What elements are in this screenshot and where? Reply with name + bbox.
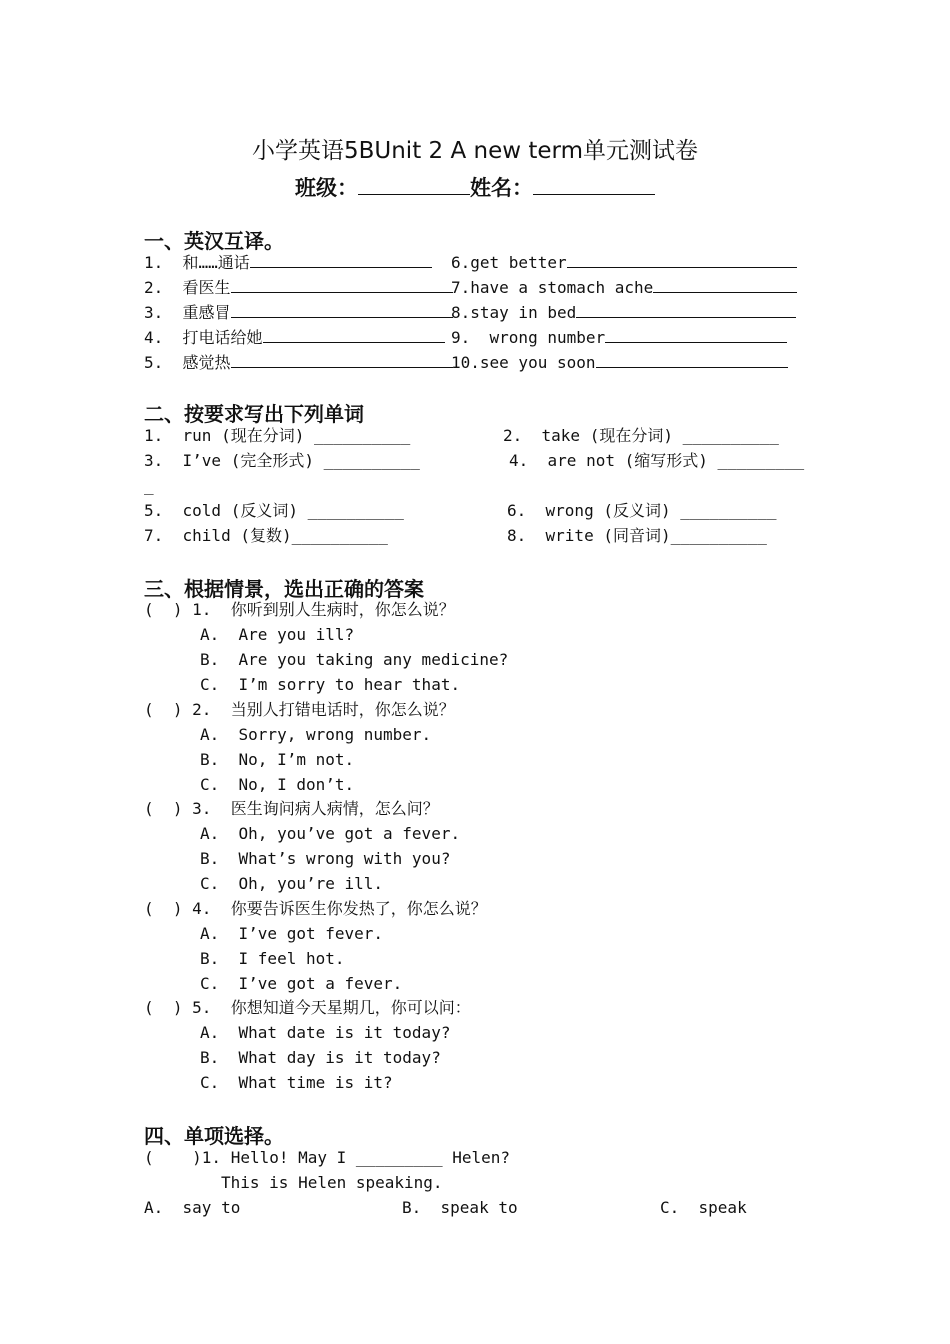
choice-option-c: C. speak [660, 1198, 747, 1217]
option-2a: A. Sorry, wrong number. [200, 725, 432, 744]
choice-option-a: A. say to [144, 1198, 241, 1217]
option-3b: B. What’s wrong with you? [200, 849, 451, 868]
section-2-heading: 二、按要求写出下列单词 [144, 402, 364, 426]
section-3-heading: 三、根据情景，选出正确的答案 [144, 577, 424, 601]
option-1a: A. Are you ill? [200, 625, 355, 644]
word-item-2: 2. take (现在分词) __________ [503, 426, 779, 445]
word-item-1: 1. run (现在分词) __________ [144, 426, 411, 445]
translation-item-4: 4. 打电话给她 [144, 327, 445, 348]
option-5c: C. What time is it? [200, 1073, 393, 1092]
translation-item-1: 1. 和……通话 [144, 252, 432, 273]
section-4-heading: 四、单项选择。 [144, 1124, 284, 1148]
option-1b: B. Are you taking any medicine? [200, 650, 509, 669]
name-label: 姓名： [470, 176, 533, 200]
section-1-heading: 一、英汉互译。 [144, 229, 284, 253]
option-4a: A. I’ve got fever. [200, 924, 384, 943]
word-item-6: 6. wrong (反义词) __________ [507, 501, 777, 520]
word-item-5: 5. cold (反义词) __________ [144, 501, 404, 520]
option-1c: C. I’m sorry to hear that. [200, 675, 461, 694]
translation-item-6: 6.get better [451, 252, 797, 273]
page-title: 小学英语5BUnit 2 A new term单元测试卷 [251, 138, 698, 164]
class-label: 班级： [295, 176, 358, 200]
option-3a: A. Oh, you’ve got a fever. [200, 824, 461, 843]
choice-question-1: ( )1. Hello! May I _________ Helen? [144, 1148, 511, 1167]
option-4b: B. I feel hot. [200, 949, 345, 968]
situation-question-4: ( ) 4. 你要告诉医生你发热了，你怎么说？ [144, 899, 487, 918]
choice-option-b: B. speak to [402, 1198, 518, 1217]
word-item-7: 7. child (复数)__________ [144, 526, 388, 545]
class-blank[interactable] [358, 174, 470, 195]
word-item-4: 4. are not (缩写形式) _________ [509, 451, 805, 470]
translation-item-2: 2. 看医生 [144, 277, 453, 298]
choice-question-1-reply: This is Helen speaking. [221, 1173, 443, 1192]
translation-item-5: 5. 感觉热 [144, 352, 453, 373]
translation-item-3: 3. 重感冒 [144, 302, 453, 323]
student-info-row [0, 172, 950, 202]
option-2b: B. No, I’m not. [200, 750, 355, 769]
option-5a: A. What date is it today? [200, 1023, 451, 1042]
translation-item-9: 9. wrong number [451, 327, 787, 348]
word-item-overflow: _ [144, 476, 154, 495]
word-item-8: 8. write (同音词)__________ [507, 526, 767, 545]
option-2c: C. No, I don’t. [200, 775, 355, 794]
name-blank[interactable] [533, 174, 655, 195]
situation-question-3: ( ) 3. 医生询问病人病情，怎么问？ [144, 799, 439, 818]
option-3c: C. Oh, you’re ill. [200, 874, 384, 893]
situation-question-2: ( ) 2. 当别人打错电话时，你怎么说？ [144, 700, 455, 719]
situation-question-5: ( ) 5. 你想知道今天星期几，你可以问： [144, 998, 471, 1017]
option-5b: B. What day is it today? [200, 1048, 441, 1067]
translation-item-7: 7.have a stomach ache [451, 277, 797, 298]
translation-item-10: 10.see you soon [451, 352, 788, 373]
translation-item-8: 8.stay in bed [451, 302, 796, 323]
situation-question-1: ( ) 1. 你听到别人生病时，你怎么说？ [144, 600, 455, 619]
option-4c: C. I’ve got a fever. [200, 974, 403, 993]
word-item-3: 3. I’ve (完全形式) __________ [144, 451, 420, 470]
